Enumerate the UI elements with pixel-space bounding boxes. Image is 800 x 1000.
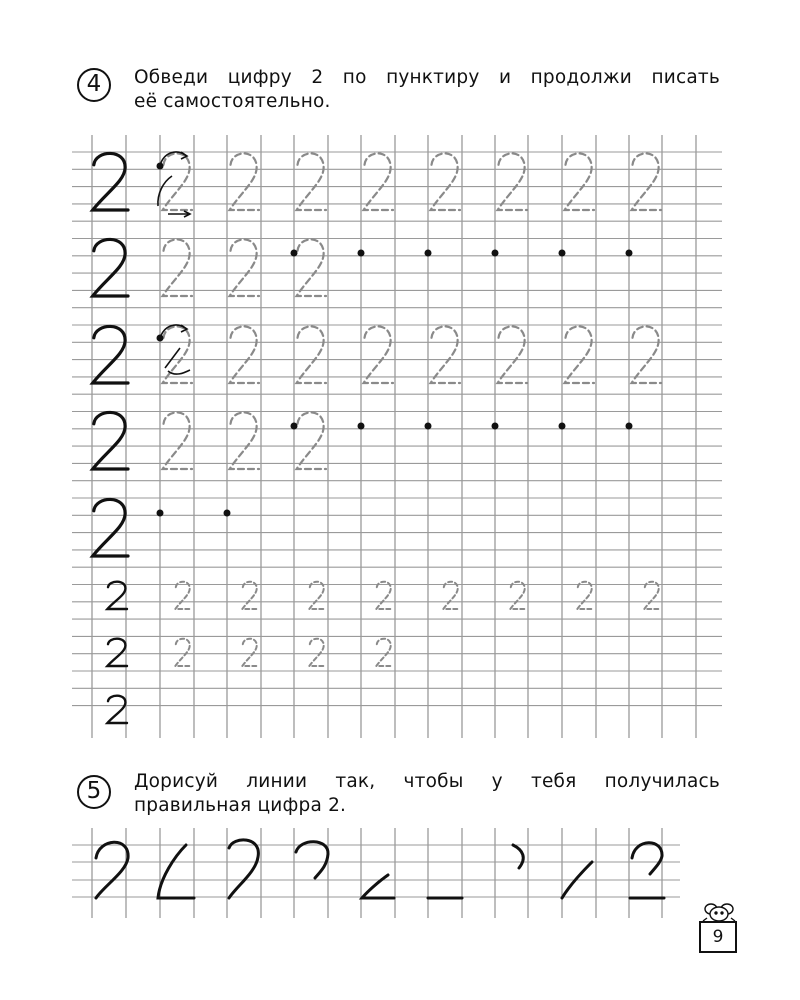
partial-digit-2 [229, 840, 258, 898]
task-4-instruction-line-2: её самостоятельно. [134, 91, 331, 112]
partial-digit-2 [158, 845, 194, 898]
partial-digit-2 [630, 843, 664, 898]
task-5-instruction-line-1: Дорисуй линии так, чтобы у тебя получилась [134, 771, 720, 792]
page-number: 9 [699, 921, 737, 953]
partial-digit-2 [362, 875, 394, 898]
task-4-instruction-line-1: Обведи цифру 2 по пунктиру и продолжи писать [134, 67, 720, 88]
partial-digit-2 [296, 842, 328, 878]
task-5-number: 5 [77, 775, 111, 809]
task-5-instruction-line-2: правильная цифра 2. [134, 795, 347, 816]
task-4-number: 4 [77, 68, 111, 102]
partial-digit-2 [513, 845, 523, 868]
partial-digit-2 [96, 842, 128, 898]
